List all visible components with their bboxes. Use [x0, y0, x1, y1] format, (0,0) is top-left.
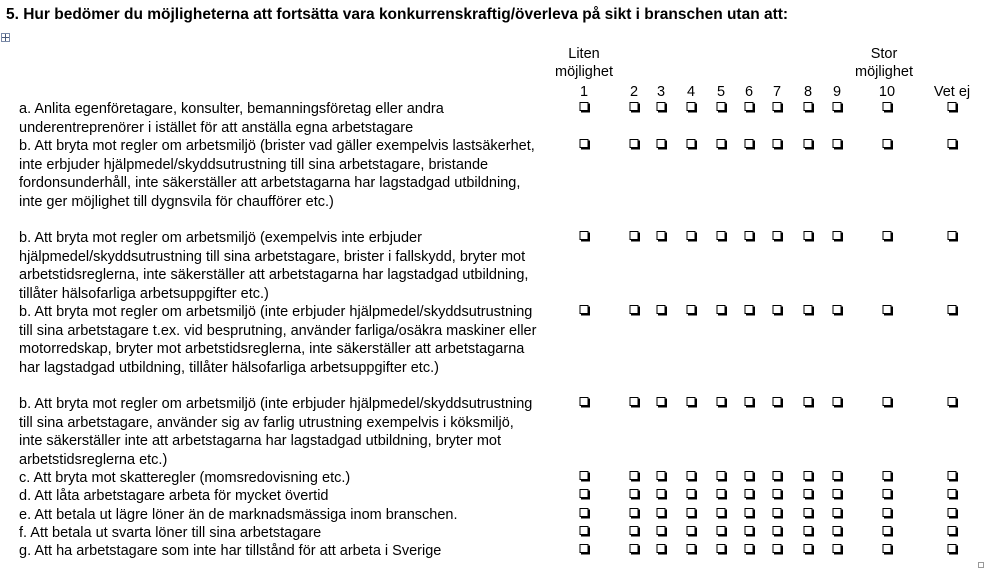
rating-checkbox-7[interactable]	[773, 544, 782, 553]
rating-checkbox-5[interactable]	[717, 102, 726, 111]
rating-checkbox-10[interactable]	[883, 231, 892, 240]
column-header-3: 3	[656, 84, 666, 100]
rating-checkbox-2[interactable]	[630, 231, 639, 240]
column-header-2: 2	[629, 84, 639, 100]
rating-checkbox-3[interactable]	[657, 397, 666, 406]
column-header-5: 5	[716, 84, 726, 100]
rating-checkbox-4[interactable]	[687, 508, 696, 517]
rating-checkbox-vet-ej[interactable]	[948, 305, 957, 314]
rating-checkbox-5[interactable]	[717, 508, 726, 517]
item-label: a. Anlita egenföretagare, konsulter, bemanningsföretag eller andra underentreprenörer i istället för att anställa egna arbetstagare	[19, 101, 444, 136]
rating-checkbox-2[interactable]	[630, 305, 639, 314]
rating-checkbox-vet-ej[interactable]	[948, 508, 957, 517]
rating-checkbox-1[interactable]	[580, 397, 589, 406]
rating-checkbox-1[interactable]	[580, 102, 589, 111]
rating-checkbox-8[interactable]	[804, 471, 813, 480]
item-label: b. Att bryta mot regler om arbetsmiljö (brister vad gäller exempelvis lastsäkerhet, inte erbjuder hjälpmedel/skyddsutrustning till sina arbetstagare, bristande fordonsunderhåll, inte säkerställer att arbetstagarna har lagstadgad utbildning, inte ger möjlighet till dygnsvila för chaufförer etc.)	[19, 138, 535, 210]
rating-checkbox-4[interactable]	[687, 526, 696, 535]
rating-checkbox-3[interactable]	[657, 139, 666, 148]
rating-checkbox-6[interactable]	[745, 231, 754, 240]
rating-checkbox-5[interactable]	[717, 231, 726, 240]
rating-checkbox-7[interactable]	[773, 471, 782, 480]
rating-checkbox-9[interactable]	[833, 139, 842, 148]
rating-checkbox-3[interactable]	[657, 471, 666, 480]
rating-checkbox-9[interactable]	[833, 231, 842, 240]
rating-checkbox-3[interactable]	[657, 305, 666, 314]
rating-checkbox-1[interactable]	[580, 305, 589, 314]
item-label: b. Att bryta mot regler om arbetsmiljö (exempelvis inte erbjuder hjälpmedel/skyddsutrustning till sina arbetstagare, brister i fallskydd, bryter mot arbetstidsreglerna, inte säkerställer att arbetstagarna har lagstadgad utbildning, tillåter hälsofarliga arbetsuppgifter etc.)	[19, 230, 529, 302]
rating-checkbox-6[interactable]	[745, 305, 754, 314]
rating-checkbox-8[interactable]	[804, 305, 813, 314]
rating-checkbox-8[interactable]	[804, 508, 813, 517]
rating-checkbox-5[interactable]	[717, 139, 726, 148]
rating-checkbox-10[interactable]	[883, 471, 892, 480]
rating-checkbox-10[interactable]	[883, 526, 892, 535]
rating-checkbox-6[interactable]	[745, 139, 754, 148]
rating-checkbox-3[interactable]	[657, 489, 666, 498]
rating-checkbox-2[interactable]	[630, 397, 639, 406]
rating-checkbox-7[interactable]	[773, 102, 782, 111]
rating-checkbox-vet-ej[interactable]	[948, 544, 957, 553]
rating-checkbox-9[interactable]	[833, 305, 842, 314]
rating-checkbox-4[interactable]	[687, 231, 696, 240]
rating-checkbox-7[interactable]	[773, 305, 782, 314]
rating-checkbox-9[interactable]	[833, 102, 842, 111]
rating-checkbox-7[interactable]	[773, 489, 782, 498]
rating-checkbox-9[interactable]	[833, 489, 842, 498]
rating-checkbox-6[interactable]	[745, 526, 754, 535]
rating-checkbox-1[interactable]	[580, 526, 589, 535]
rating-checkbox-9[interactable]	[833, 544, 842, 553]
rating-checkbox-2[interactable]	[630, 102, 639, 111]
column-header-vet-ej: Vet ej	[933, 84, 971, 100]
rating-checkbox-4[interactable]	[687, 397, 696, 406]
rating-checkbox-4[interactable]	[687, 102, 696, 111]
rating-checkbox-9[interactable]	[833, 471, 842, 480]
rating-checkbox-8[interactable]	[804, 102, 813, 111]
rating-checkbox-vet-ej[interactable]	[948, 139, 957, 148]
rating-checkbox-1[interactable]	[580, 489, 589, 498]
rating-checkbox-2[interactable]	[630, 508, 639, 517]
rating-checkbox-8[interactable]	[804, 397, 813, 406]
rating-checkbox-6[interactable]	[745, 544, 754, 553]
item-label: g. Att ha arbetstagare som inte har tillstånd för att arbeta i Sverige	[19, 543, 442, 559]
rating-checkbox-7[interactable]	[773, 508, 782, 517]
rating-checkbox-1[interactable]	[580, 231, 589, 240]
rating-checkbox-vet-ej[interactable]	[948, 471, 957, 480]
rating-checkbox-2[interactable]	[630, 471, 639, 480]
rating-checkbox-8[interactable]	[804, 526, 813, 535]
column-header-4: 4	[686, 84, 696, 100]
column-header-8: 8	[803, 84, 813, 100]
rating-checkbox-9[interactable]	[833, 397, 842, 406]
rating-checkbox-5[interactable]	[717, 526, 726, 535]
rating-checkbox-10[interactable]	[883, 305, 892, 314]
rating-checkbox-10[interactable]	[883, 489, 892, 498]
rating-checkbox-2[interactable]	[630, 139, 639, 148]
rating-checkbox-7[interactable]	[773, 231, 782, 240]
rating-checkbox-1[interactable]	[580, 139, 589, 148]
scale-high-label: Stor möjlighet	[854, 46, 914, 80]
rating-checkbox-3[interactable]	[657, 544, 666, 553]
rating-checkbox-3[interactable]	[657, 231, 666, 240]
rating-checkbox-3[interactable]	[657, 526, 666, 535]
item-label: c. Att bryta mot skatteregler (momsredovisning etc.)	[19, 470, 351, 486]
rating-checkbox-4[interactable]	[687, 544, 696, 553]
item-label: b. Att bryta mot regler om arbetsmiljö (inte erbjuder hjälpmedel/skyddsutrustning till sina arbetstagare, använder sig av farlig utrustning exempelvis i köksmiljö, inte säkerställer inte att arbetstagarna har lagstadgad utbildning, bryter mot arbetstidsreglerna etc.)	[19, 396, 533, 468]
rating-checkbox-5[interactable]	[717, 471, 726, 480]
item-label: b. Att bryta mot regler om arbetsmiljö (inte erbjuder hjälpmedel/skyddsutrustning till sina arbetstagare t.ex. vid besprutning, använder farliga/osäkra maskiner eller motorredskap, bryter mot arbetstidsreglerna, inte säkerställer att arbetstagarna har lagstadgad utbildning, tillåter hälsofarliga arbetsuppgifter etc.)	[19, 304, 537, 376]
column-header-9: 9	[832, 84, 842, 100]
rating-checkbox-6[interactable]	[745, 102, 754, 111]
rating-checkbox-8[interactable]	[804, 139, 813, 148]
column-header-6: 6	[744, 84, 754, 100]
rating-checkbox-vet-ej[interactable]	[948, 397, 957, 406]
rating-checkbox-6[interactable]	[745, 508, 754, 517]
rating-checkbox-6[interactable]	[745, 397, 754, 406]
rating-checkbox-6[interactable]	[745, 471, 754, 480]
rating-checkbox-5[interactable]	[717, 544, 726, 553]
end-of-cell-mark	[978, 562, 984, 568]
rating-checkbox-9[interactable]	[833, 508, 842, 517]
rating-checkbox-2[interactable]	[630, 526, 639, 535]
rating-checkbox-vet-ej[interactable]	[948, 231, 957, 240]
rating-checkbox-3[interactable]	[657, 508, 666, 517]
rating-checkbox-3[interactable]	[657, 102, 666, 111]
item-label: e. Att betala ut lägre löner än de marknadsmässiga inom branschen.	[19, 507, 458, 523]
rating-checkbox-vet-ej[interactable]	[948, 526, 957, 535]
rating-checkbox-1[interactable]	[580, 508, 589, 517]
rating-checkbox-10[interactable]	[883, 544, 892, 553]
rating-checkbox-5[interactable]	[717, 397, 726, 406]
rating-checkbox-5[interactable]	[717, 489, 726, 498]
question-title: 5. Hur bedömer du möjligheterna att fortsätta vara konkurrenskraftig/överleva på sikt i branschen utan att:	[6, 6, 789, 23]
rating-checkbox-10[interactable]	[883, 102, 892, 111]
column-header-1: 1	[579, 84, 589, 100]
rating-checkbox-4[interactable]	[687, 489, 696, 498]
rating-checkbox-vet-ej[interactable]	[948, 489, 957, 498]
scale-low-label: Liten möjlighet	[554, 46, 614, 80]
rating-checkbox-1[interactable]	[580, 544, 589, 553]
rating-checkbox-10[interactable]	[883, 397, 892, 406]
item-label: d. Att låta arbetstagare arbeta för mycket övertid	[19, 488, 329, 504]
rating-checkbox-2[interactable]	[630, 489, 639, 498]
rating-checkbox-5[interactable]	[717, 305, 726, 314]
rating-checkbox-4[interactable]	[687, 305, 696, 314]
rating-checkbox-1[interactable]	[580, 471, 589, 480]
item-label: f. Att betala ut svarta löner till sina arbetstagare	[19, 525, 322, 541]
rating-checkbox-9[interactable]	[833, 526, 842, 535]
rating-checkbox-4[interactable]	[687, 471, 696, 480]
rating-checkbox-vet-ej[interactable]	[948, 102, 957, 111]
rating-checkbox-7[interactable]	[773, 139, 782, 148]
rating-checkbox-8[interactable]	[804, 231, 813, 240]
column-header-7: 7	[772, 84, 782, 100]
rating-checkbox-10[interactable]	[883, 508, 892, 517]
rating-checkbox-7[interactable]	[773, 526, 782, 535]
table-move-handle-icon[interactable]	[1, 33, 10, 42]
column-header-10: 10	[878, 84, 896, 100]
rating-checkbox-8[interactable]	[804, 489, 813, 498]
rating-checkbox-2[interactable]	[630, 544, 639, 553]
rating-checkbox-7[interactable]	[773, 397, 782, 406]
rating-checkbox-10[interactable]	[883, 139, 892, 148]
rating-checkbox-6[interactable]	[745, 489, 754, 498]
rating-checkbox-4[interactable]	[687, 139, 696, 148]
rating-checkbox-8[interactable]	[804, 544, 813, 553]
